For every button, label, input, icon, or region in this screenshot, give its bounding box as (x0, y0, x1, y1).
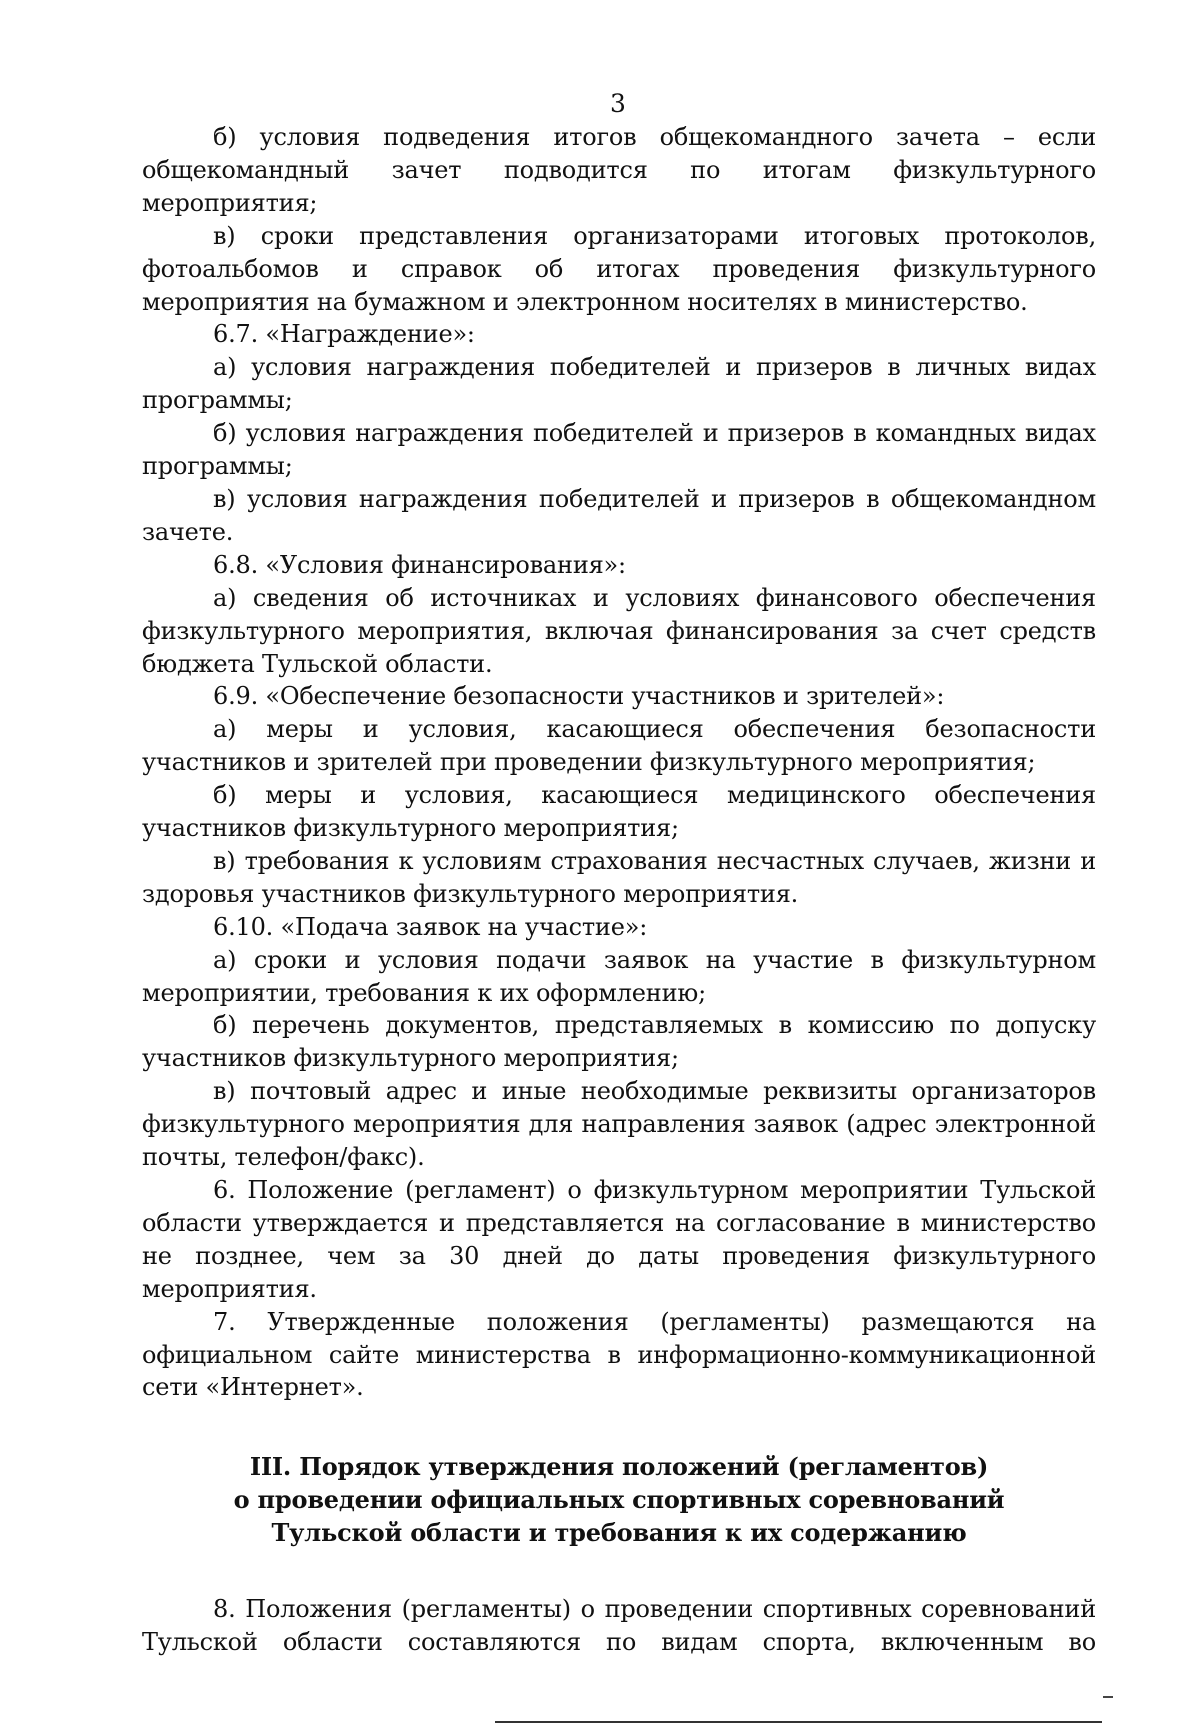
section-heading-line: Тульской области и требования к их содержанию (271, 1518, 967, 1548)
paragraph-6-10-title: 6.10. «Подача заявок на участие»: (213, 912, 648, 941)
paragraph-6-7-a: а) условия награждения победителей и призеров в личных видах программы; (142, 353, 1096, 415)
paragraph-6-9-b: б) меры и условия, касающиеся медицинского обеспечения участников физкультурного мероприятия; (142, 781, 1096, 843)
section-heading-iii (142, 1450, 1096, 1549)
paragraph-8: 8. Положения (регламенты) о проведении спортивных соревнований Тульской области составляются по видам спорта, включенным во (142, 1595, 1096, 1657)
paragraph-6-9-v: в) требования к условиям страхования несчастных случаев, жизни и здоровья участников физкультурного мероприятия. (142, 846, 1096, 908)
paragraph-6-6-b: б) условия подведения итогов общекомандного зачета – если общекомандный зачет подводится по итогам физкультурного мероприятия; (142, 123, 1096, 217)
paragraph-6-8-a: а) сведения об источниках и условиях финансового обеспечения физкультурного мероприятия, включая финансирования за счет средств бюджета Тульской области. (142, 583, 1096, 678)
paragraph-6-6-v: в) сроки представления организаторами итоговых протоколов, фотоальбомов и справок об итогах проведения физкультурного мероприятия на бумажном и электронном носителях в министерство. (142, 221, 1096, 316)
scan-mark (1103, 1696, 1113, 1698)
paragraph-6-10-a: а) сроки и условия подачи заявок на участие в физкультурном мероприятии, требования к их оформлению; (142, 945, 1096, 1007)
paragraph-6-9-title: 6.9. «Обеспечение безопасности участников и зрителей»: (213, 682, 945, 711)
document-body (142, 121, 1096, 1659)
page-number: 3 (610, 89, 626, 118)
paragraph-6-7-b: б) условия награждения победителей и призеров в командных видах программы; (142, 419, 1096, 481)
paragraph-7: 7. Утвержденные положения (регламенты) размещаются на официальном сайте министерства в информационно-коммуникационной сети «Интернет». (142, 1307, 1096, 1402)
section-heading-line: о проведении официальных спортивных соревнований (233, 1485, 1005, 1515)
footer-rule (495, 1721, 1102, 1723)
paragraph-6: 6. Положение (регламент) о физкультурном мероприятии Тульской области утверждается и представляется на согласование в министерство не позднее, чем за 30 дней до даты проведения физкультурного мероприятия. (142, 1176, 1096, 1303)
paragraph-6-7-title: 6.7. «Награждение»: (213, 320, 475, 349)
section-heading-line: III. Порядок утверждения положений (регламентов) (249, 1452, 989, 1482)
paragraph-6-10-b: б) перечень документов, представляемых в комиссию по допуску участников физкультурного мероприятия; (142, 1011, 1096, 1073)
paragraph-6-8-title: 6.8. «Условия финансирования»: (213, 550, 626, 579)
paragraph-6-9-a: а) меры и условия, касающиеся обеспечения безопасности участников и зрителей при проведении физкультурного мероприятия; (142, 715, 1096, 777)
paragraph-6-10-v: в) почтовый адрес и иные необходимые реквизиты организаторов физкультурного мероприятия для направления заявок (адрес электронной почты, телефон/факс). (142, 1077, 1096, 1172)
paragraph-6-7-v: в) условия награждения победителей и призеров в общекомандном зачете. (142, 484, 1096, 546)
